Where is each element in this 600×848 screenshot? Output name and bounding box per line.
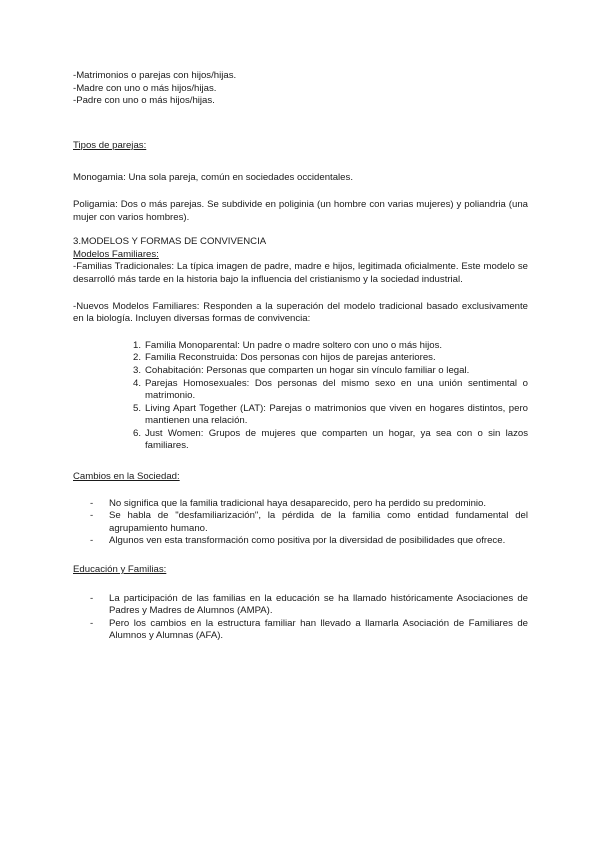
- list-number: 5.: [132, 402, 141, 414]
- list-text: Living Apart Together (LAT): Parejas o matrimonios que viven en hogares distintos, pero mantienen una relación.: [145, 402, 528, 427]
- numbered-list: [73, 340, 528, 453]
- cambios-list: [73, 498, 528, 548]
- list-text: Pero los cambios en la estructura familiar han llevado a llamarla Asociación de Familiares de Alumnos y Alumnas (AFA).: [109, 617, 528, 642]
- poligamia-paragraph: Poligamia: Dos o más parejas. Se subdivide en poliginia (un hombre con varias mujeres) y poliandria (una mujer con varios hombres).: [73, 198, 528, 223]
- cambios-heading: Cambios en la Sociedad:: [73, 471, 180, 483]
- list-item: [73, 365, 528, 378]
- educacion-heading: Educación y Familias:: [73, 564, 167, 576]
- list-item: [73, 340, 528, 353]
- list-item: [73, 378, 528, 403]
- list-item: [73, 428, 528, 453]
- list-dash: -: [90, 510, 94, 522]
- list-item: [73, 498, 528, 511]
- list-text: Familia Reconstruida: Dos personas con hijos de parejas anteriores.: [145, 352, 436, 364]
- list-text: No significa que la familia tradicional haya desaparecido, pero ha perdido su predominio.: [109, 497, 487, 509]
- list-number: 4.: [132, 377, 141, 389]
- list-dash: -: [90, 592, 94, 604]
- list-text: Just Women: Grupos de mujeres que comparten un hogar, ya sea con o sin lazos familiares.: [145, 427, 528, 452]
- list-item: [73, 593, 528, 618]
- modelos-heading: Modelos Familiares:: [73, 248, 159, 260]
- monogamia-paragraph: Monogamia: Una sola pareja, común en sociedades occidentales.: [73, 172, 353, 184]
- list-item: [73, 403, 528, 428]
- list-number: 3.: [132, 364, 141, 376]
- list-text: Cohabitación: Personas que comparten un hogar sin vínculo familiar o legal.: [145, 364, 470, 376]
- list-dash: -: [90, 497, 94, 509]
- intro-line: -Matrimonios o parejas con hijos/hijas.: [73, 70, 237, 81]
- document-page: [73, 70, 528, 643]
- educacion-list: [73, 593, 528, 643]
- list-item: [73, 352, 528, 365]
- nuevos-paragraph: -Nuevos Modelos Familiares: Responden a la superación del modelo tradicional basado exclusivamente en la biología. Incluyen diversas formas de convivencia:: [73, 300, 528, 325]
- list-number: 6.: [132, 427, 141, 439]
- list-item: [73, 510, 528, 535]
- intro-line: -Madre con uno o más hijos/hijas.: [73, 82, 217, 94]
- intro-line: -Padre con uno o más hijos/hijas.: [73, 95, 215, 107]
- list-number: 1.: [132, 339, 141, 351]
- list-text: La participación de las familias en la educación se ha llamado históricamente Asociaciones de Padres y Madres de Alumnos (AMPA).: [109, 592, 528, 617]
- section-3-title: 3.MODELOS Y FORMAS DE CONVIVENCIA: [73, 236, 267, 248]
- list-text: Familia Monoparental: Un padre o madre soltero con uno o más hijos.: [145, 339, 443, 351]
- tradicionales-paragraph: -Familias Tradicionales: La típica imagen de padre, madre e hijos, legitimada oficialmente. Este modelo se desarrolló más tarde en la historia bajo la influencia del cristianismo y la sociedad industrial.: [73, 261, 528, 285]
- tipos-heading: Tipos de parejas:: [73, 139, 147, 151]
- list-text: Se habla de "desfamiliarización", la pérdida de la familia como entidad fundamental del agrupamiento humano.: [109, 510, 528, 534]
- list-item: [73, 618, 528, 643]
- list-dash: -: [90, 535, 94, 547]
- list-dash: -: [90, 617, 94, 629]
- list-number: 2.: [132, 352, 141, 364]
- list-item: [73, 535, 528, 548]
- list-text: Parejas Homosexuales: Dos personas del mismo sexo en una unión sentimental o matrimonio.: [145, 377, 528, 402]
- list-text: Algunos ven esta transformación como positiva por la diversidad de posibilidades que ofrece.: [109, 535, 506, 547]
